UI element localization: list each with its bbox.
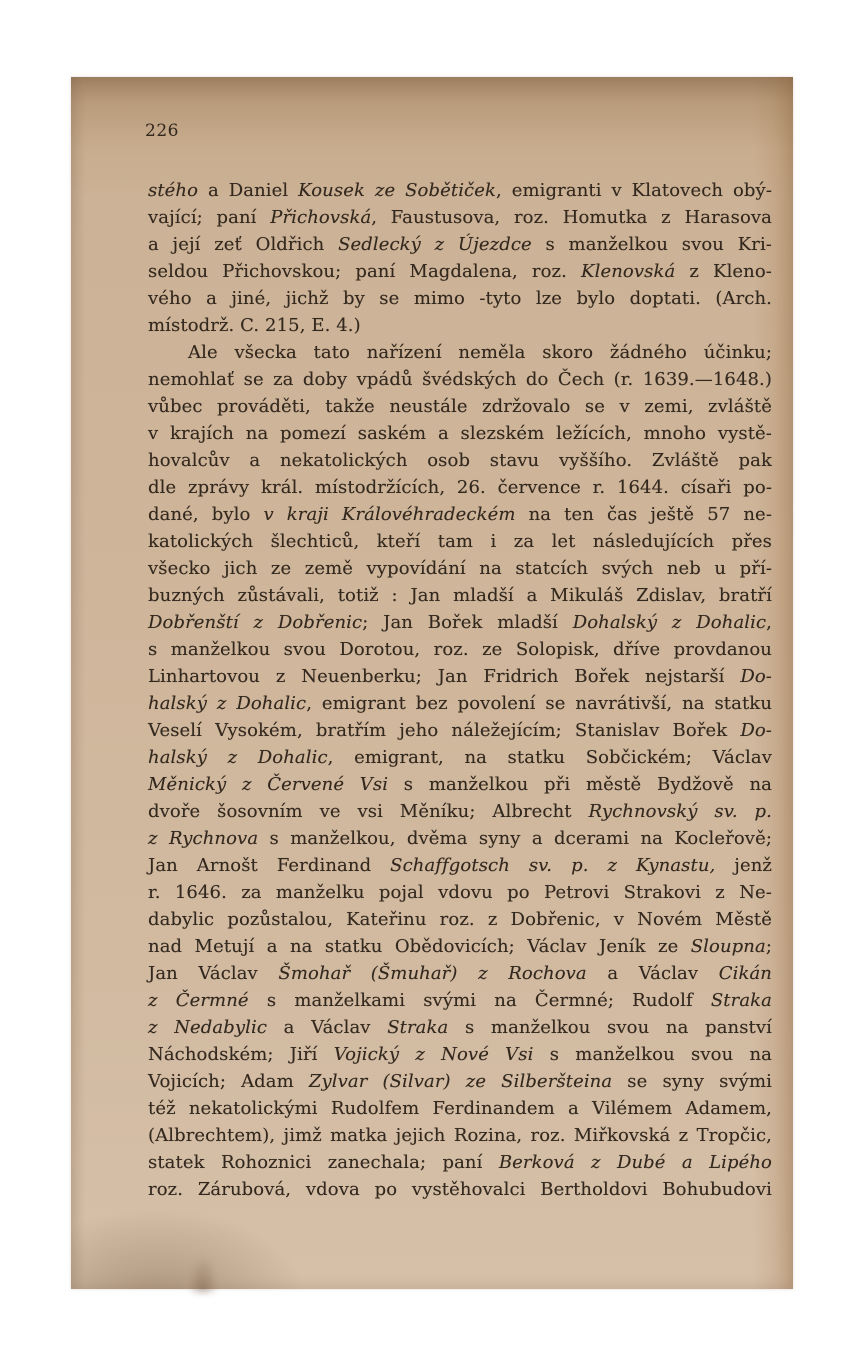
text-line: Dobřenští z Dobřenic; Jan Bořek mladší Dohalský z Dohalic, [148,612,772,633]
text-line: též nekatolickými Rudolfem Ferdinandem a Vilémem Adamem, [148,1098,772,1119]
text-line: Vojicích; Adam Zylvar (Silvar) ze Silberšteina se syny svými [148,1071,772,1092]
text-line: statek Rohoznici zanechala; paní Berková z Dubé a Lipého [148,1152,772,1173]
text-line: nad Metují a na statku Obědovicích; Václav Jeník ze Sloupna; [148,936,772,957]
text-line: Veselí Vysokém, bratřím jeho náležejícím; Stanislav Bořek Do- [148,720,772,741]
text-line: Jan Václav Šmohař (Šmuhař) z Rochova a Václav Cikán [148,963,772,984]
text-line: Náchodském; Jiří Vojický z Nové Vsi s manželkou svou na [148,1044,773,1065]
text-line: stého a Daniel Kousek ze Sobětiček, emigranti v Klatovech obý- [148,180,772,201]
text-line: dané, bylo v kraji Královéhradeckém na ten čas ještě 57 ne- [148,504,772,525]
text-line: a její zeť Oldřich Sedlecký z Újezdce s manželkou svou Kri- [148,234,772,255]
text-line: Ale všecka tato nařízení neměla skoro žádného účinku; [188,342,772,363]
text-line: halský z Dohalic, emigrant bez povolení se navrátivší, na statku [148,693,773,714]
text-line: s manželkou svou Dorotou, roz. ze Solopisk, dříve provdanou [148,639,772,660]
page-fold-shadow [183,1209,223,1293]
body-text-block [148,177,772,1203]
text-line: dle zprávy král. místodržících, 26. července r. 1644. císaři po- [148,477,772,498]
text-line: r. 1646. za manželku pojal vdovu po Petrovi Strakovi z Ne- [148,882,772,903]
text-line: halský z Dohalic, emigrant, na statku Sobčickém; Václav [148,747,772,768]
text-line: seldou Přichovskou; paní Magdalena, roz. Klenovská z Kleno- [148,261,772,282]
book-page-scan [71,77,793,1289]
text-line: vůbec prováděti, takže neustále zdržovalo se v zemi, zvláště [148,396,772,417]
text-line: Jan Arnošt Ferdinand Schaffgotsch sv. p. z Kynastu, jenž [148,855,773,876]
text-line: v krajích na pomezí saském a slezském ležících, mnoho vystě- [148,423,772,444]
text-line: roz. Zárubová, vdova po vystěhovalci Bertholdovi Bohubudovi [148,1179,772,1200]
text-line: Měnický z Červené Vsi s manželkou při městě Bydžově na [148,774,772,795]
text-line: z Čermné s manželkami svými na Čermné; Rudolf Straka [148,990,772,1011]
text-line: nemohlať se za doby vpádů švédských do Čech (r. 1639.—1648.) [148,369,772,390]
text-line: z Rychnova s manželkou, dvěma syny a dcerami na Kocleřově; [148,828,772,849]
text-line: katolických šlechticů, kteří tam i za let následujících přes [148,531,772,552]
text-line: dvoře šosovním ve vsi Měníku; Albrecht Rychnovský sv. p. [148,801,772,822]
text-line: (Albrechtem), jimž matka jejich Rozina, roz. Miřkovská z Tropčic, [148,1125,772,1146]
text-line: vající; paní Přichovská, Faustusova, roz. Homutka z Harasova [148,207,772,228]
page-number: 226 [145,121,179,141]
text-line: dabylic pozůstalou, Kateřinu roz. z Dobřenic, v Novém Městě [148,909,772,930]
text-line: z Nedabylic a Václav Straka s manželkou svou na panství [148,1017,773,1038]
text-line: všecko jich ze země vypovídání na statcích svých neb u pří- [148,558,772,579]
text-line: místodrž. C. 215, E. 4.) [148,315,361,336]
text-line: vého a jiné, jichž by se mimo -tyto lze bylo doptati. (Arch. [148,288,772,309]
text-line: buzných zůstávali, totiž : Jan mladší a Mikuláš Zdislav, bratří [148,585,772,606]
text-line: hovalcův a nekatolických osob stavu vyššího. Zvláště pak [148,450,772,471]
text-line: Linhartovou z Neuenberku; Jan Fridrich Bořek nejstarší Do- [148,666,772,687]
